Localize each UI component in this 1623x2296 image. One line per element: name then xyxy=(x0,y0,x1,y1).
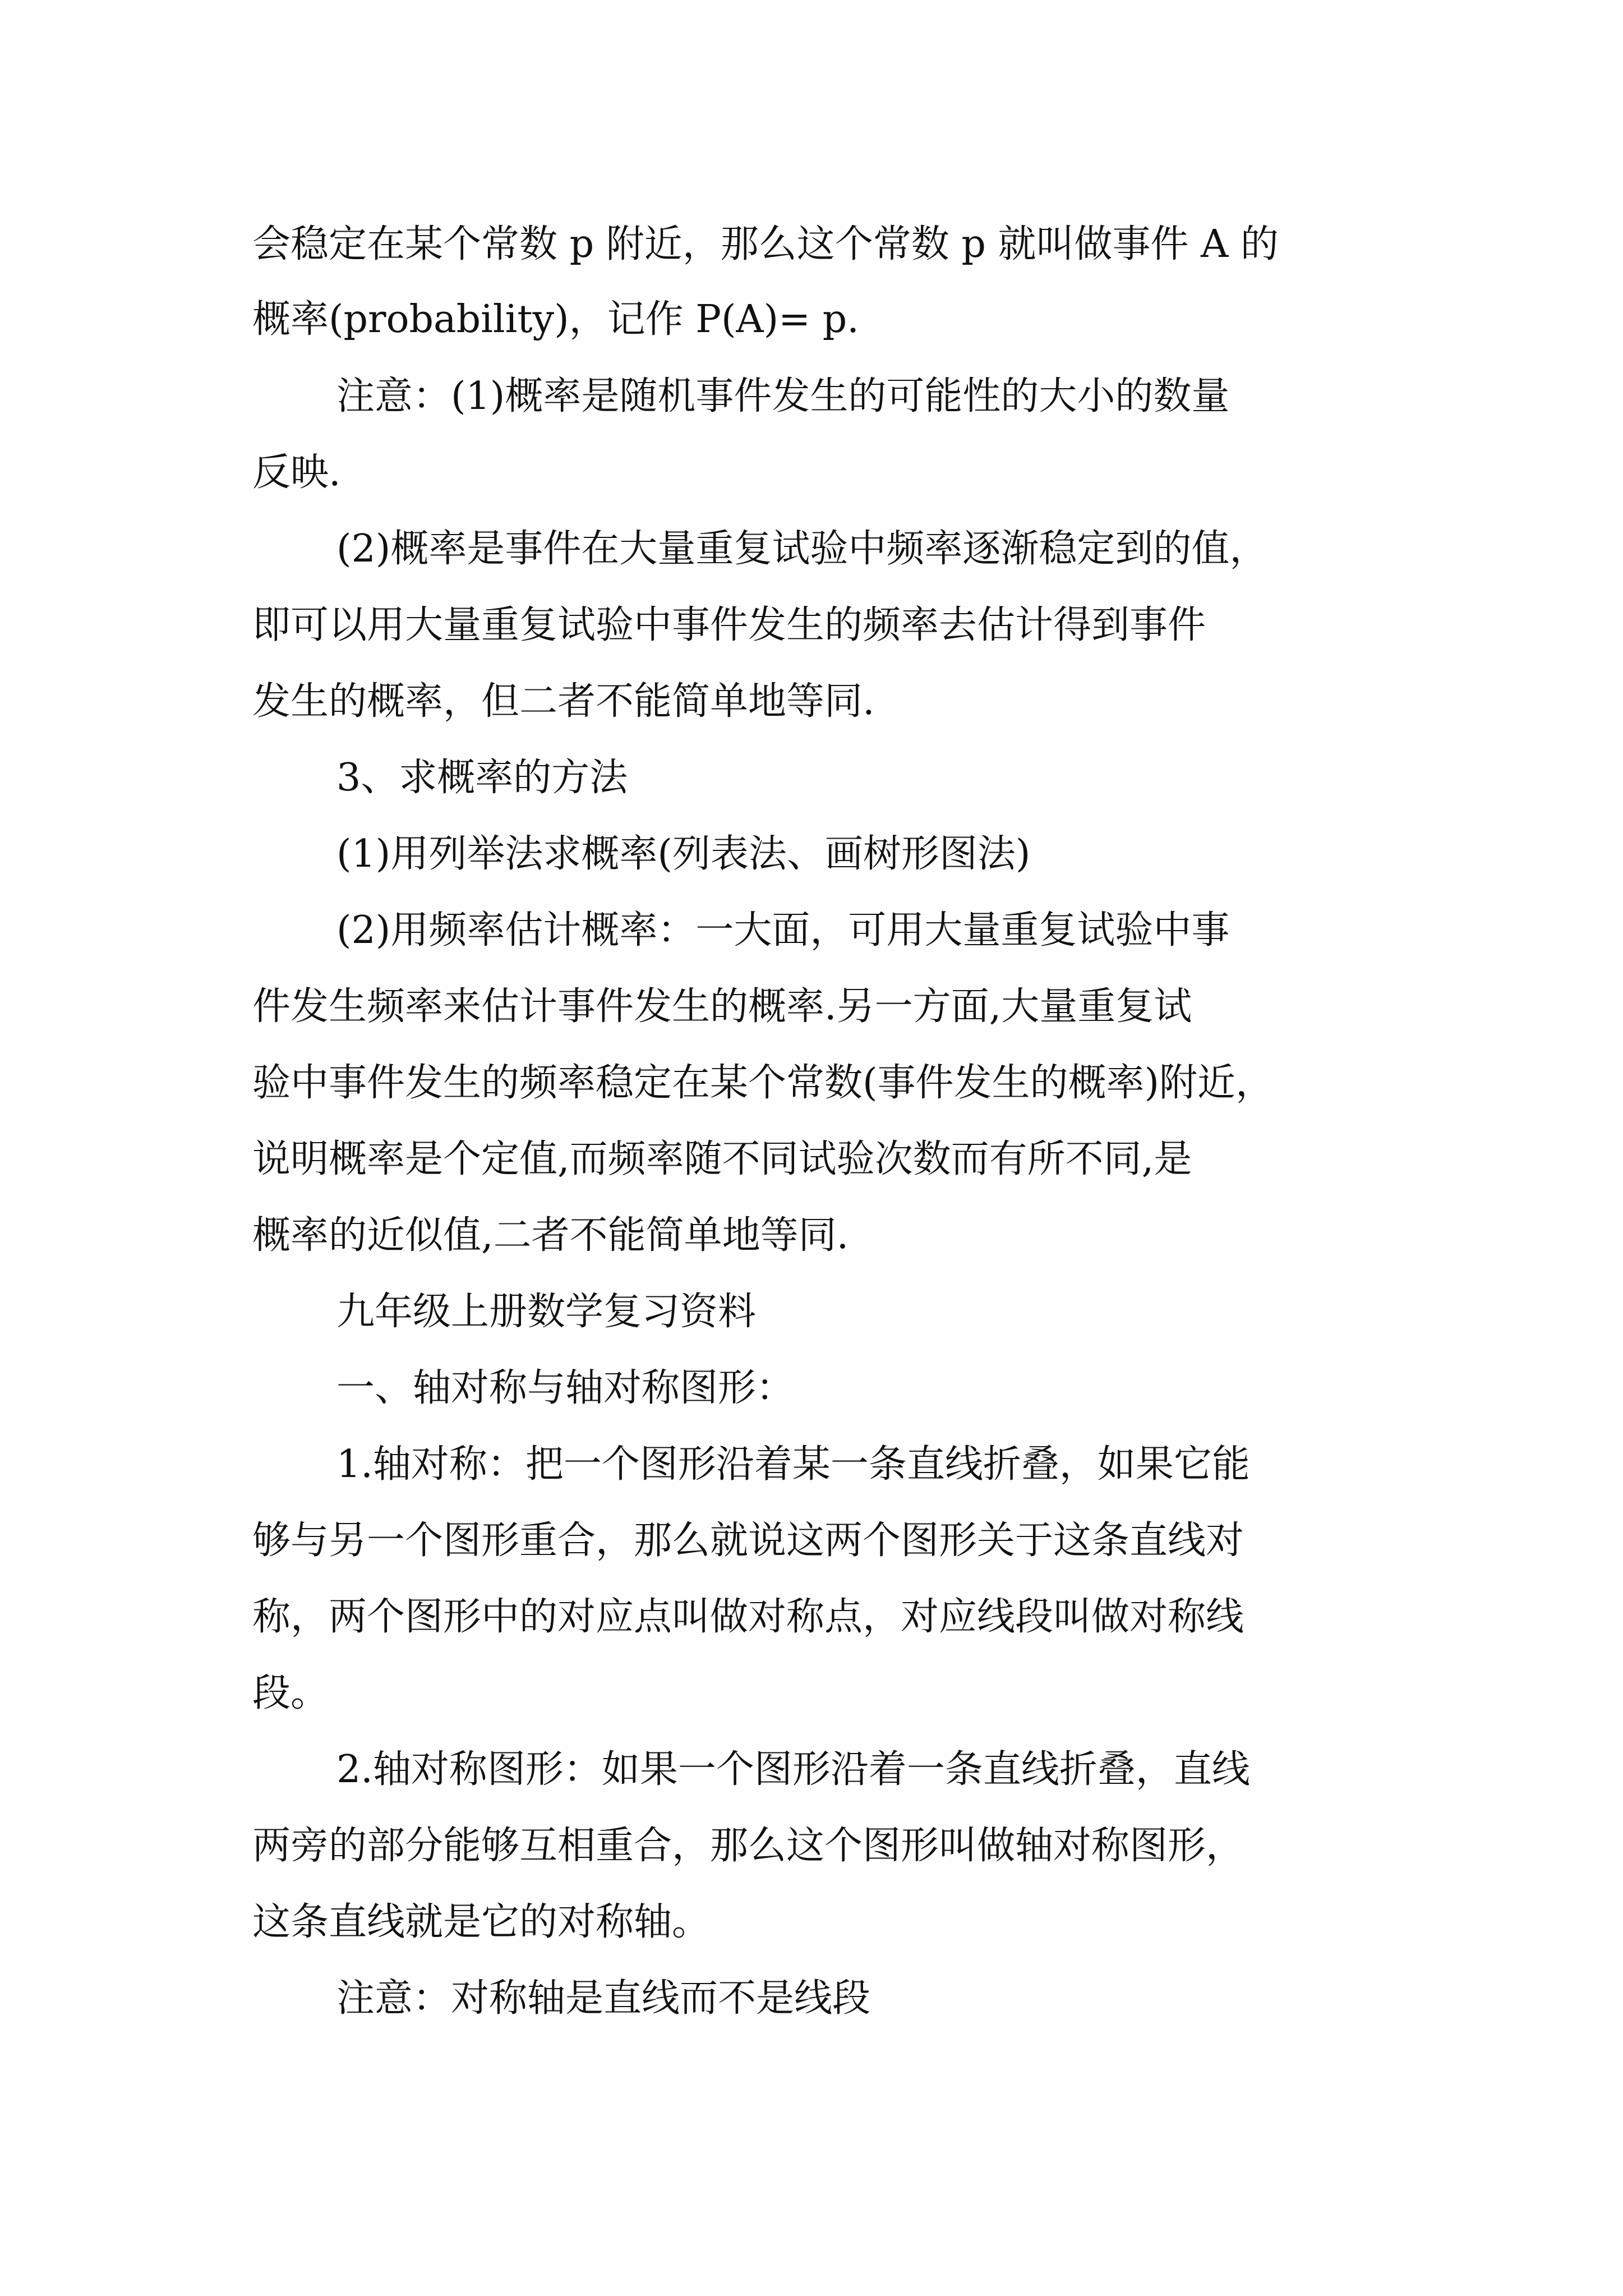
text-line: 说明概率是个定值,而频率随不同试验次数而有所不同,是 xyxy=(252,1137,1192,1181)
text-line: 概率(probability)，记作 P(A)= p. xyxy=(252,297,859,342)
text-line: 注意：(1)概率是随机事件发生的可能性的大小的数量 xyxy=(336,374,1230,418)
text-line: 注意：对称轴是直线而不是线段 xyxy=(336,1976,871,2021)
text-line: 发生的概率，但二者不能简单地等同. xyxy=(252,679,875,724)
text-line: 这条直线就是它的对称轴。 xyxy=(252,1900,711,1944)
text-line: 够与另一个图形重合，那么就说这两个图形关于这条直线对 xyxy=(252,1519,1244,1563)
text-line: (1)用列举法求概率(列表法、画树形图法) xyxy=(336,832,1031,876)
text-line: 概率的近似值,二者不能简单地等同. xyxy=(252,1213,849,1258)
section-heading: 3、求概率的方法 xyxy=(336,756,628,800)
text-line: 两旁的部分能够互相重合，那么这个图形叫做轴对称图形， xyxy=(252,1824,1244,1868)
text-line: 验中事件发生的频率稳定在某个常数(事件发生的概率)附近， xyxy=(252,1061,1274,1105)
text-line: 即可以用大量重复试验中事件发生的频率去估计得到事件 xyxy=(252,603,1206,647)
text-line: (2)概率是事件在大量重复试验中频率逐渐稳定到的值， xyxy=(336,527,1268,571)
text-line: 称，两个图形中的对应点叫做对称点，对应线段叫做对称线 xyxy=(252,1595,1244,1639)
text-line: 段。 xyxy=(252,1671,329,1715)
text-line: (2)用频率估计概率：一大面，可用大量重复试验中事 xyxy=(336,908,1230,953)
text-line: 会稳定在某个常数 p 附近，那么这个常数 p 就叫做事件 A 的 xyxy=(252,222,1279,266)
text-line: 反映. xyxy=(252,450,341,495)
text-line: 2.轴对称图形：如果一个图形沿着一条直线折叠，直线 xyxy=(336,1747,1250,1792)
text-line: 件发生频率来估计事件发生的概率.另一方面,大量重复试 xyxy=(252,984,1192,1029)
section-title: 九年级上册数学复习资料 xyxy=(336,1290,757,1334)
text-line: 1.轴对称：把一个图形沿着某一条直线折叠，如果它能 xyxy=(336,1442,1250,1487)
section-heading: 一、轴对称与轴对称图形： xyxy=(336,1366,795,1410)
